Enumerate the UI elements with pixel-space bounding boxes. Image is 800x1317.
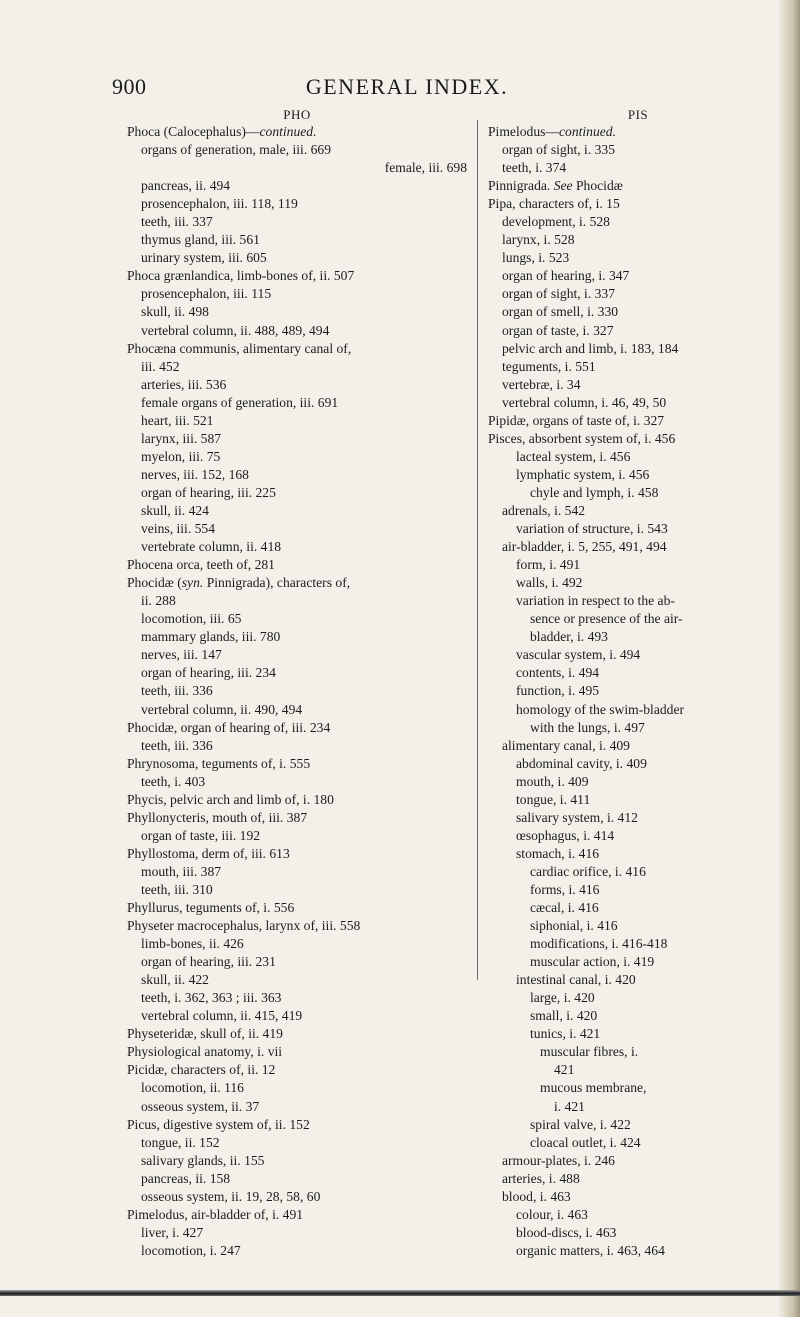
entry-text: organ of taste, iii. 192 — [141, 827, 261, 843]
index-subentry — [488, 1242, 788, 1260]
entry-text: Physeter macrocephalus, larynx of, iii. 558 — [127, 918, 361, 934]
entry-text: organ of smell, i. 330 — [502, 304, 619, 320]
index-subentry — [127, 1242, 467, 1260]
entry-text: Physiological anatomy, i. vii — [127, 1044, 283, 1060]
entry-text: locomotion, ii. 116 — [141, 1080, 244, 1096]
entry-text: œsophagus, i. 414 — [516, 827, 615, 843]
entry-text: osseous system, ii. 37 — [141, 1098, 260, 1114]
entry-text: organ of taste, i. 327 — [502, 322, 614, 338]
entry-text: Phocidæ ( — [127, 575, 182, 591]
entry-text: intestinal canal, i. 420 — [516, 972, 636, 988]
entry-text: Pisces, absorbent system of, i. 456 — [488, 430, 676, 446]
index-subentry — [488, 1152, 788, 1170]
entry-text: teguments, i. 551 — [502, 358, 596, 374]
index-subentry — [488, 989, 788, 1007]
entry-text: function, i. 495 — [516, 683, 600, 699]
entry-text: teeth, i. 374 — [502, 160, 567, 176]
entry-text: Pimelodus— — [488, 124, 559, 139]
entry-text: with the lungs, i. 497 — [530, 719, 645, 735]
index-subentry — [488, 394, 788, 412]
index-entry — [488, 195, 788, 213]
index-subentry — [488, 737, 788, 755]
index-subentry — [488, 1061, 788, 1079]
entry-text: Phoca grænlandica, limb-bones of, ii. 507 — [127, 268, 355, 284]
index-subentry — [127, 773, 467, 791]
entry-text: Phrynosoma, teguments of, i. 555 — [127, 755, 311, 771]
index-subentry — [488, 935, 788, 953]
entry-text: blood, i. 463 — [502, 1188, 571, 1204]
index-subentry — [127, 1188, 467, 1206]
index-subentry — [127, 394, 467, 412]
entry-text: lungs, i. 523 — [502, 250, 570, 266]
index-subentry — [127, 285, 467, 303]
guide-word-right: PIS — [627, 107, 649, 122]
index-subentry — [488, 556, 788, 574]
entry-text: sence or presence of the air- — [530, 611, 683, 627]
entry-text: organic matters, i. 463, 464 — [516, 1242, 665, 1258]
index-subentry — [127, 935, 467, 953]
column-divider — [477, 120, 478, 980]
index-entry — [127, 719, 467, 737]
index-subentry — [127, 249, 467, 267]
index-column-right — [488, 106, 788, 1260]
entry-text: 421 — [554, 1062, 575, 1078]
index-subentry — [488, 917, 788, 935]
index-subentry — [488, 538, 788, 556]
index-subentry — [127, 737, 467, 755]
index-subentry — [127, 502, 467, 520]
index-subentry — [488, 448, 788, 466]
entry-text: lymphatic system, i. 456 — [516, 466, 650, 482]
index-entry — [488, 123, 788, 141]
index-subentry — [488, 340, 788, 358]
running-title: GENERAL INDEX. — [305, 74, 509, 99]
entry-text: prosencephalon, iii. 115 — [141, 286, 272, 302]
index-subentry — [127, 646, 467, 664]
entry-text: Phocena orca, teeth of, 281 — [127, 557, 275, 573]
entry-text: blood-discs, i. 463 — [516, 1224, 617, 1240]
entry-text: organs of generation, male, iii. 669 — [141, 142, 332, 158]
index-subentry — [488, 159, 788, 177]
index-subentry — [488, 303, 788, 321]
index-entries-left — [127, 123, 467, 1260]
entry-text: osseous system, ii. 19, 28, 58, 60 — [141, 1188, 321, 1204]
index-subentry — [488, 845, 788, 863]
entry-text: walls, i. 492 — [516, 575, 583, 591]
index-subentry — [488, 1043, 788, 1061]
entry-text: thymus gland, iii. 561 — [141, 232, 260, 248]
entry-text: skull, ii. 424 — [141, 502, 209, 518]
index-entry — [127, 574, 467, 592]
entry-text: vertebral column, i. 46, 49, 50 — [502, 394, 667, 410]
index-entry — [488, 177, 788, 195]
index-subentry — [488, 376, 788, 394]
index-subentry — [488, 592, 788, 610]
index-subentry — [488, 773, 788, 791]
index-subentry — [127, 177, 467, 195]
entry-text: vertebral column, ii. 490, 494 — [141, 701, 303, 717]
entry-text: siphonial, i. 416 — [530, 918, 618, 934]
entry-text: organ of hearing, iii. 234 — [141, 665, 276, 681]
index-subentry — [488, 1224, 788, 1242]
index-subentry — [488, 664, 788, 682]
entry-text: homology of the swim-bladder — [516, 701, 685, 717]
index-subentry — [127, 303, 467, 321]
index-subentry — [127, 863, 467, 881]
entry-text: development, i. 528 — [502, 214, 610, 230]
entry-text: pancreas, ii. 494 — [141, 178, 231, 194]
index-entry — [127, 556, 467, 574]
entry-text: variation of structure, i. 543 — [516, 521, 668, 537]
entry-text: nerves, iii. 152, 168 — [141, 466, 249, 482]
index-subentry — [127, 1098, 467, 1116]
entry-text: chyle and lymph, i. 458 — [530, 484, 659, 500]
index-subentry — [488, 809, 788, 827]
page-number: 900 — [112, 74, 147, 99]
entry-text: liver, i. 427 — [141, 1224, 204, 1240]
entry-text: colour, i. 463 — [516, 1206, 588, 1222]
index-subentry — [127, 195, 467, 213]
entry-text: salivary system, i. 412 — [516, 809, 638, 825]
entry-text: large, i. 420 — [530, 990, 595, 1006]
entry-text: Pipa, characters of, i. 15 — [488, 196, 620, 212]
entry-text: Picidæ, characters of, ii. 12 — [127, 1062, 276, 1078]
entry-text: Pimelodus, air-bladder of, i. 491 — [127, 1206, 304, 1222]
index-subentry — [488, 574, 788, 592]
index-subentry — [488, 1134, 788, 1152]
index-subentry — [488, 466, 788, 484]
index-subentry — [488, 520, 788, 538]
entry-text: mammary glands, iii. 780 — [141, 629, 281, 645]
index-subentry — [127, 881, 467, 899]
index-entry — [127, 899, 467, 917]
index-subentry — [488, 213, 788, 231]
entry-text: alimentary canal, i. 409 — [502, 737, 630, 753]
entry-text: vascular system, i. 494 — [516, 647, 641, 663]
entry-text: tunics, i. 421 — [530, 1026, 601, 1042]
index-subentry — [127, 213, 467, 231]
entry-text: muscular action, i. 419 — [530, 954, 655, 970]
entry-text: vertebræ, i. 34 — [502, 376, 581, 392]
entry-text: modifications, i. 416-418 — [530, 936, 668, 952]
entry-text: nerves, iii. 147 — [141, 647, 222, 663]
index-subentry — [127, 448, 467, 466]
entry-text: vertebrate column, ii. 418 — [141, 539, 282, 555]
index-subentry — [127, 141, 467, 159]
index-subentry — [488, 628, 788, 646]
entry-text: organ of hearing, i. 347 — [502, 268, 630, 284]
entry-text: variation in respect to the ab- — [516, 593, 675, 609]
index-subentry — [127, 538, 467, 556]
entry-text: adrenals, i. 542 — [502, 502, 586, 518]
index-subentry — [488, 502, 788, 520]
index-subentry — [488, 701, 788, 719]
entry-text: urinary system, iii. 605 — [141, 250, 267, 266]
entry-text: Pinnigrada. — [488, 178, 554, 194]
index-subentry — [127, 989, 467, 1007]
index-entry — [127, 1043, 467, 1061]
entry-text: cardiac orifice, i. 416 — [530, 863, 646, 879]
entry-text: organ of sight, i. 337 — [502, 286, 616, 302]
entry-text: i. 421 — [554, 1098, 585, 1114]
index-entry — [127, 267, 467, 285]
index-entry — [127, 1025, 467, 1043]
index-subentry — [488, 682, 788, 700]
entry-italic: syn. — [181, 575, 204, 591]
index-entry — [127, 791, 467, 809]
entry-text: teeth, i. 362, 363 ; iii. 363 — [141, 990, 282, 1006]
index-subentry — [488, 1116, 788, 1134]
entry-text: small, i. 420 — [530, 1008, 598, 1024]
page-header — [112, 74, 702, 104]
entry-text: mucous membrane, — [540, 1080, 647, 1096]
guide-word-left: PHO — [283, 107, 311, 122]
index-entry — [127, 340, 467, 358]
entry-text: salivary glands, ii. 155 — [141, 1152, 265, 1168]
entry-text: organ of sight, i. 335 — [502, 142, 616, 158]
index-column-left — [127, 106, 467, 1260]
entry-italic: continued. — [259, 124, 317, 139]
index-subentry — [127, 628, 467, 646]
entry-text: Phocæna communis, alimentary canal of, — [127, 340, 352, 356]
index-subentry — [127, 358, 467, 376]
index-subentry — [127, 1007, 467, 1025]
entry-text: mouth, i. 409 — [516, 773, 589, 789]
entry-text: spiral valve, i. 422 — [530, 1116, 631, 1132]
entry-text: pelvic arch and limb, i. 183, 184 — [502, 340, 679, 356]
entry-text: Phyllostoma, derm of, iii. 613 — [127, 845, 290, 861]
entry-text: cæcal, i. 416 — [530, 900, 599, 916]
entry-text: teeth, i. 403 — [141, 773, 206, 789]
entry-text: Picus, digestive system of, ii. 152 — [127, 1116, 310, 1132]
entry-text: organ of hearing, iii. 225 — [141, 484, 276, 500]
entry-text: tongue, i. 411 — [516, 791, 591, 807]
index-subentry — [488, 971, 788, 989]
index-subentry — [127, 430, 467, 448]
entry-text: locomotion, i. 247 — [141, 1242, 241, 1258]
index-subentry — [127, 971, 467, 989]
index-subentry — [488, 1098, 788, 1116]
index-subentry — [488, 231, 788, 249]
entry-text: abdominal cavity, i. 409 — [516, 755, 647, 771]
entry-text: myelon, iii. 75 — [141, 448, 221, 464]
entry-text: Phyllurus, teguments of, i. 556 — [127, 900, 295, 916]
index-subentry — [127, 610, 467, 628]
index-entries-right — [488, 123, 788, 1260]
index-entry — [127, 809, 467, 827]
entry-text: armour-plates, i. 246 — [502, 1152, 615, 1168]
index-subentry — [488, 322, 788, 340]
entry-text: organ of hearing, iii. 231 — [141, 954, 276, 970]
entry-text: cloacal outlet, i. 424 — [530, 1134, 641, 1150]
index-subentry — [127, 484, 467, 502]
entry-text: skull, ii. 498 — [141, 304, 209, 320]
entry-text-after: Pinnigrada), characters of, — [203, 575, 351, 591]
entry-text: larynx, iii. 587 — [141, 430, 222, 446]
index-subentry — [488, 791, 788, 809]
entry-text: female, iii. 698 — [384, 160, 467, 176]
index-subentry — [488, 719, 788, 737]
index-entry — [127, 123, 467, 141]
entry-text: Phoca (Calocephalus)— — [127, 124, 260, 139]
entry-text: arteries, iii. 536 — [141, 376, 227, 392]
index-subentry — [127, 466, 467, 484]
entry-text: Pipidæ, organs of taste of, i. 327 — [488, 412, 665, 428]
index-subentry — [488, 827, 788, 845]
entry-text: contents, i. 494 — [516, 665, 600, 681]
index-subentry — [127, 1224, 467, 1242]
index-subentry — [127, 159, 467, 177]
index-subentry — [127, 231, 467, 249]
index-entry — [488, 412, 788, 430]
entry-italic: See — [553, 178, 573, 194]
index-subentry — [488, 1206, 788, 1224]
entry-text: locomotion, iii. 65 — [141, 611, 242, 627]
index-subentry — [127, 1079, 467, 1097]
index-subentry — [488, 863, 788, 881]
entry-text: teeth, iii. 336 — [141, 737, 213, 753]
entry-text: limb-bones, ii. 426 — [141, 936, 244, 952]
index-subentry — [127, 520, 467, 538]
index-subentry — [127, 1170, 467, 1188]
index-subentry — [127, 827, 467, 845]
index-subentry — [127, 1134, 467, 1152]
index-subentry — [488, 610, 788, 628]
index-subentry — [488, 285, 788, 303]
index-subentry — [488, 953, 788, 971]
index-subentry — [488, 1188, 788, 1206]
index-subentry — [488, 899, 788, 917]
index-subentry — [127, 1152, 467, 1170]
index-subentry — [488, 358, 788, 376]
index-subentry — [488, 484, 788, 502]
entry-text: forms, i. 416 — [530, 881, 600, 897]
index-subentry — [127, 701, 467, 719]
entry-italic: continued. — [559, 124, 617, 139]
index-subentry — [127, 592, 467, 610]
index-subentry — [127, 953, 467, 971]
entry-text: vertebral column, ii. 488, 489, 494 — [141, 322, 330, 338]
index-subentry — [127, 682, 467, 700]
index-entry — [127, 917, 467, 935]
entry-text: form, i. 491 — [516, 557, 581, 573]
index-subentry — [127, 412, 467, 430]
index-subentry — [488, 267, 788, 285]
entry-text-after: Phocidæ — [572, 178, 623, 194]
index-subentry — [127, 376, 467, 394]
entry-text: lacteal system, i. 456 — [516, 448, 631, 464]
index-subentry — [488, 755, 788, 773]
entry-text: air-bladder, i. 5, 255, 491, 494 — [502, 539, 667, 555]
index-entry — [127, 845, 467, 863]
entry-text: skull, ii. 422 — [141, 972, 209, 988]
index-entry — [127, 1061, 467, 1079]
entry-text: ii. 288 — [141, 593, 176, 609]
entry-text: prosencephalon, iii. 118, 119 — [141, 196, 298, 212]
entry-text: Physeteridæ, skull of, ii. 419 — [127, 1026, 283, 1042]
index-entry — [127, 1206, 467, 1224]
entry-text: iii. 452 — [141, 358, 180, 374]
entry-text: Phyllonycteris, mouth of, iii. 387 — [127, 809, 308, 825]
index-subentry — [488, 1025, 788, 1043]
entry-text: mouth, iii. 387 — [141, 863, 222, 879]
index-entry — [488, 430, 788, 448]
entry-text: Phocidæ, organ of hearing of, iii. 234 — [127, 719, 331, 735]
entry-text: stomach, i. 416 — [516, 845, 600, 861]
index-subentry — [127, 664, 467, 682]
index-subentry — [488, 1079, 788, 1097]
entry-text: teeth, iii. 310 — [141, 881, 213, 897]
bottom-scan-rule — [0, 1290, 800, 1296]
index-subentry — [488, 249, 788, 267]
index-subentry — [488, 1170, 788, 1188]
index-subentry — [127, 322, 467, 340]
entry-text: Phycis, pelvic arch and limb of, i. 180 — [127, 791, 334, 807]
entry-text: vertebral column, ii. 415, 419 — [141, 1008, 303, 1024]
entry-text: heart, iii. 521 — [141, 412, 214, 428]
entry-text: pancreas, ii. 158 — [141, 1170, 231, 1186]
entry-text: arteries, i. 488 — [502, 1170, 580, 1186]
entry-text: female organs of generation, iii. 691 — [141, 394, 339, 410]
index-subentry — [488, 646, 788, 664]
entry-text: larynx, i. 528 — [502, 232, 575, 248]
entry-text: tongue, ii. 152 — [141, 1134, 220, 1150]
entry-text: teeth, iii. 337 — [141, 214, 213, 230]
entry-text: veins, iii. 554 — [141, 521, 216, 537]
entry-text: bladder, i. 493 — [530, 629, 608, 645]
entry-text: teeth, iii. 336 — [141, 683, 213, 699]
entry-text: muscular fibres, i. — [540, 1044, 639, 1060]
index-entry — [127, 755, 467, 773]
index-subentry — [488, 1007, 788, 1025]
index-subentry — [488, 141, 788, 159]
index-subentry — [488, 881, 788, 899]
index-entry — [127, 1116, 467, 1134]
